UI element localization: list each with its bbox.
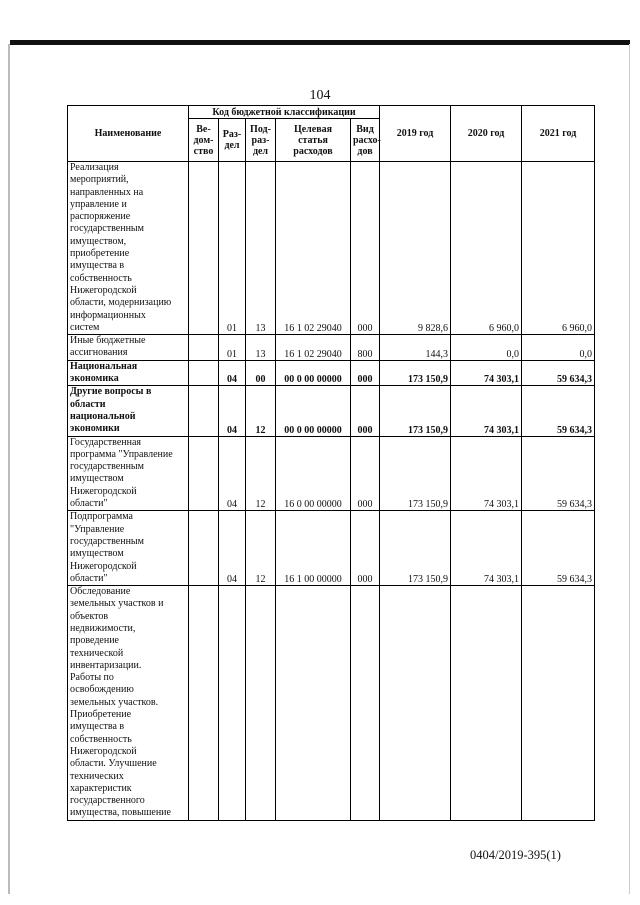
row-amount-2021: 59 634,3 <box>522 436 595 511</box>
scan-top-bar <box>10 40 630 45</box>
row-podrazdel: 12 <box>246 511 276 586</box>
row-name: Другие вопросы в области национальной экономики <box>68 386 189 436</box>
header-name: Наименование <box>68 106 189 162</box>
row-amount-2020: 0,0 <box>451 335 522 361</box>
table-row <box>68 436 595 511</box>
table-row <box>68 360 595 386</box>
row-amount-2020: 6 960,0 <box>451 162 522 335</box>
row-vedomstvo <box>189 335 219 361</box>
row-razdel: 04 <box>219 436 246 511</box>
row-razdel <box>219 586 246 821</box>
scan-right-edge <box>629 44 630 894</box>
header-vedomstvo: Ве- дом- ство <box>189 119 219 162</box>
table-row <box>68 335 595 361</box>
row-razdel: 04 <box>219 511 246 586</box>
row-expense-type: 000 <box>351 386 380 436</box>
page-number: 104 <box>309 88 331 103</box>
row-amount-2021: 59 634,3 <box>522 511 595 586</box>
row-target-article: 00 0 00 00000 <box>276 360 351 386</box>
header-classification-group: Код бюджетной классификации <box>189 106 380 119</box>
row-vedomstvo <box>189 162 219 335</box>
row-razdel: 04 <box>219 360 246 386</box>
row-amount-2020: 74 303,1 <box>451 386 522 436</box>
row-amount-2021: 59 634,3 <box>522 360 595 386</box>
row-vedomstvo <box>189 386 219 436</box>
row-name: Иные бюджетные ассигнования <box>68 335 189 361</box>
row-expense-type: 000 <box>351 511 380 586</box>
row-podrazdel: 13 <box>246 335 276 361</box>
row-podrazdel: 12 <box>246 436 276 511</box>
row-target-article <box>276 586 351 821</box>
table-row <box>68 511 595 586</box>
header-2021: 2021 год <box>522 106 595 162</box>
row-amount-2019: 173 150,9 <box>380 436 451 511</box>
row-expense-type <box>351 586 380 821</box>
row-target-article: 16 0 00 00000 <box>276 436 351 511</box>
row-expense-type: 800 <box>351 335 380 361</box>
row-amount-2019: 173 150,9 <box>380 360 451 386</box>
row-podrazdel: 00 <box>246 360 276 386</box>
row-amount-2019 <box>380 586 451 821</box>
row-amount-2021: 0,0 <box>522 335 595 361</box>
row-name: Национальная экономика <box>68 360 189 386</box>
row-podrazdel: 12 <box>246 386 276 436</box>
scan-left-edge <box>8 44 10 894</box>
document-code: 0404/2019-395(1) <box>470 848 561 862</box>
row-target-article: 16 1 02 29040 <box>276 162 351 335</box>
header-2019: 2019 год <box>380 106 451 162</box>
row-amount-2019: 173 150,9 <box>380 386 451 436</box>
row-target-article: 16 1 02 29040 <box>276 335 351 361</box>
table-row <box>68 586 595 821</box>
header-podrazdel: Под- раз- дел <box>246 119 276 162</box>
row-target-article: 00 0 00 00000 <box>276 386 351 436</box>
row-amount-2020: 74 303,1 <box>451 436 522 511</box>
row-razdel: 01 <box>219 162 246 335</box>
row-name: Реализация мероприятий, направленных на управление и распоряжение государственным имуществом, приобретение имущества в собственность Нижегородской области, модернизацию информационных систем <box>68 162 189 335</box>
header-target-article: Целевая статья расходов <box>276 119 351 162</box>
row-amount-2021 <box>522 586 595 821</box>
row-expense-type: 000 <box>351 436 380 511</box>
row-expense-type: 000 <box>351 162 380 335</box>
row-name: Подпрограмма "Управление государственным имуществом Нижегородской области" <box>68 511 189 586</box>
budget-table <box>67 105 595 821</box>
row-razdel: 01 <box>219 335 246 361</box>
row-vedomstvo <box>189 360 219 386</box>
row-amount-2021: 59 634,3 <box>522 386 595 436</box>
row-amount-2021: 6 960,0 <box>522 162 595 335</box>
row-podrazdel: 13 <box>246 162 276 335</box>
row-amount-2019: 9 828,6 <box>380 162 451 335</box>
row-vedomstvo <box>189 511 219 586</box>
row-vedomstvo <box>189 586 219 821</box>
row-amount-2020: 74 303,1 <box>451 511 522 586</box>
row-razdel: 04 <box>219 386 246 436</box>
row-expense-type: 000 <box>351 360 380 386</box>
row-target-article: 16 1 00 00000 <box>276 511 351 586</box>
row-name: Обследование земельных участков и объектов недвижимости, проведение технической инвентаризации. Работы по освобождению земельных участков. Приобретение имущества в собственность Нижегородской области. Улучшение технических характеристик государственного имущества, повышение <box>68 586 189 821</box>
header-expense-type: Вид расхо- дов <box>351 119 380 162</box>
row-amount-2020 <box>451 586 522 821</box>
row-vedomstvo <box>189 436 219 511</box>
header-razdel: Раз- дел <box>219 119 246 162</box>
row-name: Государственная программа "Управление государственным имуществом Нижегородской области" <box>68 436 189 511</box>
table-row <box>68 162 595 335</box>
row-podrazdel <box>246 586 276 821</box>
row-amount-2019: 144,3 <box>380 335 451 361</box>
row-amount-2019: 173 150,9 <box>380 511 451 586</box>
table-row <box>68 386 595 436</box>
header-2020: 2020 год <box>451 106 522 162</box>
row-amount-2020: 74 303,1 <box>451 360 522 386</box>
